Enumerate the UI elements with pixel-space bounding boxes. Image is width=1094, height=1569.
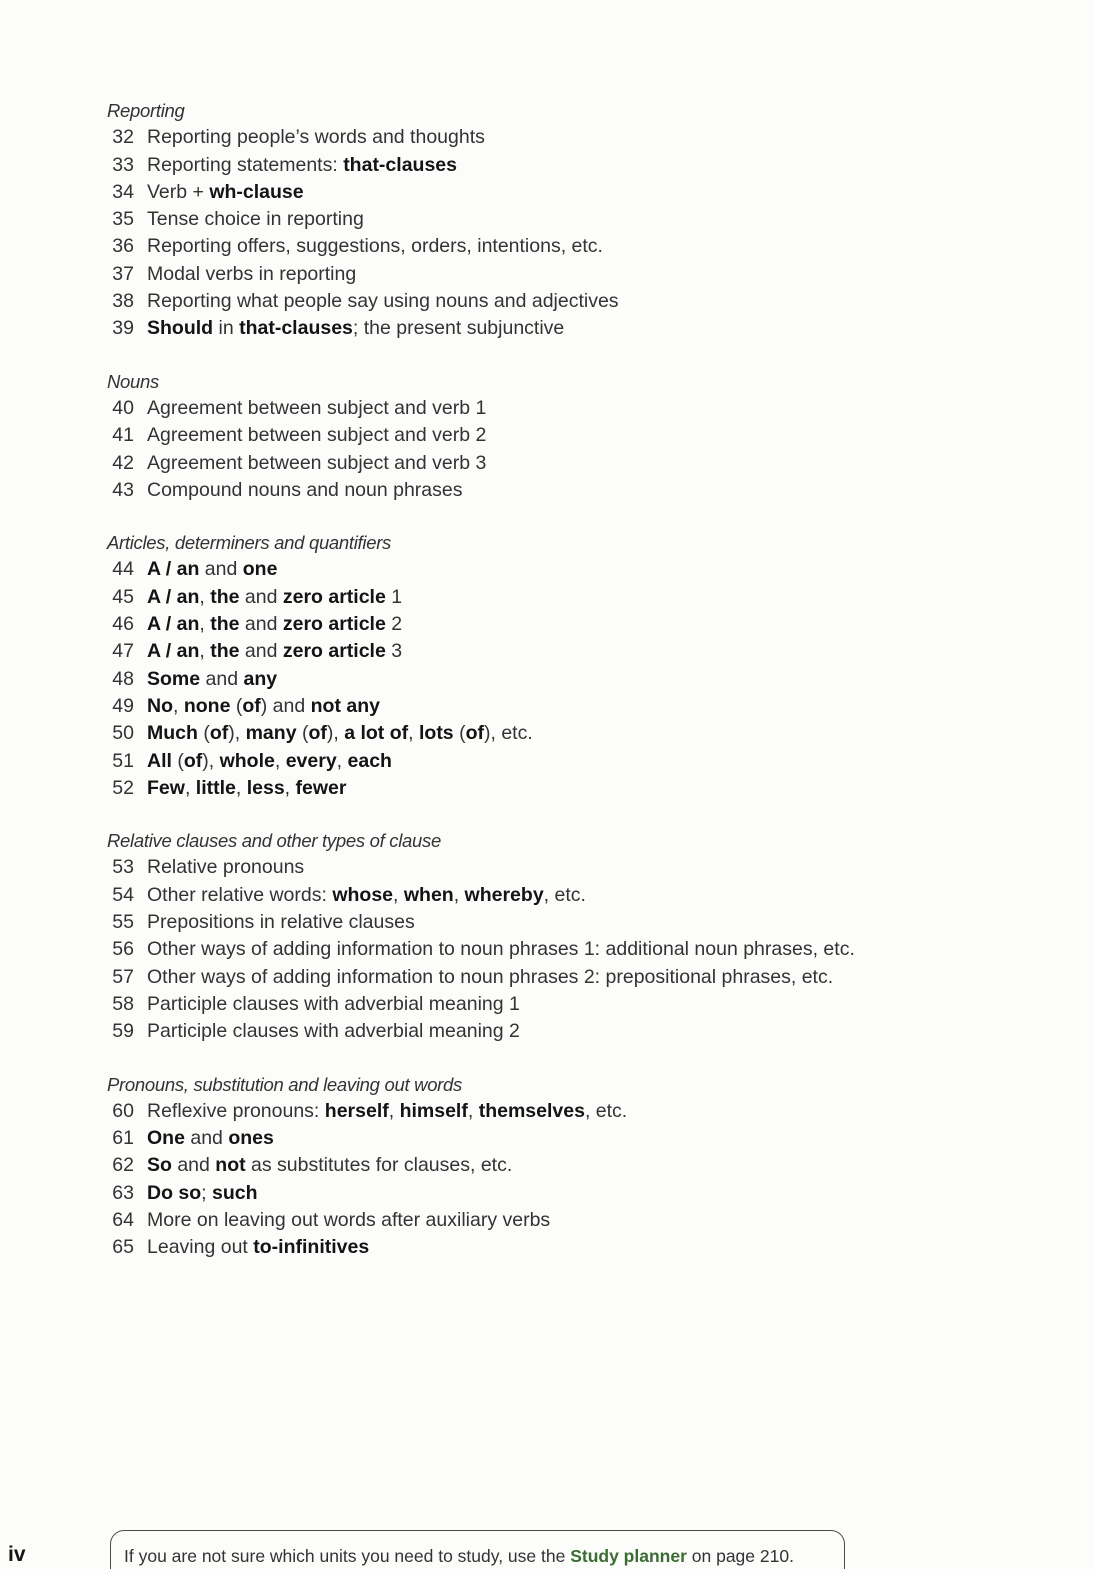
toc-entry bbox=[107, 206, 855, 233]
unit-number: 64 bbox=[112, 1208, 134, 1231]
unit-title-text: , bbox=[453, 883, 465, 906]
toc-section bbox=[107, 97, 855, 343]
unit-title-text: ( bbox=[230, 694, 243, 717]
unit-title bbox=[147, 666, 277, 693]
unit-title-keyword: each bbox=[347, 749, 392, 772]
unit-number: 34 bbox=[112, 180, 134, 203]
unit-title-text: in bbox=[213, 317, 240, 340]
section-heading: Reporting bbox=[107, 100, 185, 121]
toc-entry bbox=[107, 1125, 855, 1152]
unit-title-text: ), bbox=[202, 749, 220, 772]
unit-title-text: and bbox=[184, 1127, 229, 1150]
unit-title bbox=[147, 693, 380, 720]
unit-number: 38 bbox=[112, 290, 134, 313]
unit-title bbox=[147, 909, 415, 936]
unit-title bbox=[147, 775, 346, 802]
note-text: If you are not sure which units you need to study, use the bbox=[124, 1546, 571, 1566]
unit-title-text: , bbox=[199, 613, 211, 636]
unit-title-keyword: Few bbox=[147, 776, 185, 799]
unit-title-text: Modal verbs in reporting bbox=[147, 262, 357, 285]
unit-title-keyword: A / an bbox=[147, 585, 200, 608]
unit-title-text: Leaving out bbox=[147, 1236, 254, 1259]
toc-entry bbox=[107, 556, 855, 583]
unit-title-keyword: zero article bbox=[282, 585, 386, 608]
unit-title-text: and bbox=[239, 585, 283, 608]
unit-title-text: Participle clauses with adverbial meaning 2 bbox=[147, 1020, 520, 1043]
toc-entry bbox=[107, 854, 855, 881]
unit-title-keyword: the bbox=[210, 585, 240, 608]
unit-title-keyword: none bbox=[183, 694, 231, 717]
toc-entry bbox=[107, 1234, 855, 1261]
unit-title bbox=[147, 206, 364, 233]
unit-title-text: More on leaving out words after auxiliary verbs bbox=[147, 1208, 551, 1231]
unit-title bbox=[147, 748, 392, 775]
unit-title-keyword: many bbox=[245, 722, 297, 745]
unit-title bbox=[147, 584, 402, 611]
toc-entry bbox=[107, 288, 855, 315]
unit-title-keyword: any bbox=[243, 667, 278, 690]
unit-number: 50 bbox=[112, 722, 134, 745]
unit-title bbox=[147, 854, 304, 881]
section-heading: Articles, determiners and quantifiers bbox=[107, 532, 392, 554]
unit-title-text: , bbox=[235, 776, 247, 799]
unit-title bbox=[147, 477, 463, 504]
unit-title-keyword: whereby bbox=[464, 883, 544, 906]
unit-title-text: and bbox=[200, 667, 244, 690]
unit-title-text: Participle clauses with adverbial meaning 1 bbox=[147, 992, 520, 1015]
unit-title-text: ( bbox=[453, 722, 466, 745]
unit-number: 48 bbox=[112, 667, 134, 690]
unit-title-text: and bbox=[239, 613, 283, 636]
unit-number: 45 bbox=[112, 585, 134, 608]
toc-entry bbox=[107, 666, 855, 693]
unit-title bbox=[147, 936, 855, 963]
unit-title-keyword: herself bbox=[324, 1099, 389, 1122]
unit-title-text: 1 bbox=[385, 585, 403, 608]
unit-title-text: Relative pronouns bbox=[147, 856, 305, 879]
unit-title-keyword: lots bbox=[418, 722, 454, 745]
unit-title-keyword: zero article bbox=[282, 640, 386, 663]
unit-title bbox=[147, 422, 486, 449]
unit-title bbox=[147, 882, 586, 909]
unit-title-text: Other ways of adding information to noun phrases 2: prepositional phrases, etc. bbox=[147, 965, 834, 988]
unit-title-keyword: a lot of bbox=[344, 722, 409, 745]
unit-title bbox=[147, 152, 457, 179]
toc-section bbox=[107, 529, 855, 802]
unit-number: 52 bbox=[112, 776, 134, 799]
unit-title bbox=[147, 1180, 258, 1207]
unit-title-text: and bbox=[171, 1154, 216, 1177]
unit-title bbox=[147, 991, 520, 1018]
unit-title-keyword: little bbox=[195, 776, 236, 799]
unit-title-keyword: Some bbox=[147, 667, 201, 690]
unit-title-keyword: of bbox=[183, 749, 203, 772]
unit-title-keyword: not bbox=[215, 1154, 246, 1177]
unit-title-text: Reporting people’s words and thoughts bbox=[147, 126, 485, 149]
unit-title-text: , bbox=[184, 776, 196, 799]
section-heading: Pronouns, substitution and leaving out words bbox=[107, 1073, 462, 1095]
toc-entry bbox=[107, 748, 855, 775]
toc-section bbox=[107, 368, 855, 504]
unit-number: 47 bbox=[112, 640, 134, 663]
unit-title-text: Other ways of adding information to noun phrases 1: additional noun phrases, etc. bbox=[147, 938, 855, 961]
unit-title bbox=[147, 179, 304, 206]
unit-title-text: ; the present subjunctive bbox=[352, 317, 565, 340]
unit-title-text: Reporting offers, suggestions, orders, intentions, etc. bbox=[147, 235, 603, 258]
unit-number: 58 bbox=[112, 992, 134, 1015]
toc-entry bbox=[107, 1152, 855, 1179]
unit-number: 40 bbox=[112, 396, 134, 419]
unit-title-text: Other relative words: bbox=[147, 883, 333, 906]
unit-title-keyword: whose bbox=[332, 883, 394, 906]
unit-title bbox=[147, 1125, 274, 1152]
unit-title-text: , bbox=[336, 749, 348, 772]
unit-number: 49 bbox=[112, 694, 134, 717]
unit-number: 42 bbox=[112, 451, 134, 474]
unit-title bbox=[147, 1234, 369, 1261]
toc-entry bbox=[107, 611, 855, 638]
unit-title-text: ( bbox=[171, 749, 184, 772]
unit-title-text: , etc. bbox=[543, 883, 586, 906]
toc-entry bbox=[107, 584, 855, 611]
unit-title-keyword: A / an bbox=[147, 613, 200, 636]
unit-number: 37 bbox=[112, 262, 134, 285]
unit-title-keyword: that-clauses bbox=[343, 153, 457, 176]
unit-title bbox=[147, 288, 619, 315]
unit-title-keyword: whole bbox=[219, 749, 275, 772]
toc-entry bbox=[107, 261, 855, 288]
unit-title-text: ), bbox=[228, 722, 246, 745]
unit-title-text: Verb + bbox=[147, 180, 210, 203]
unit-number: 51 bbox=[112, 749, 134, 772]
toc-entry bbox=[107, 882, 855, 909]
unit-title-keyword: one bbox=[242, 558, 278, 581]
unit-title bbox=[147, 450, 486, 477]
toc-entry bbox=[107, 693, 855, 720]
unit-title-keyword: Should bbox=[147, 317, 214, 340]
unit-number: 41 bbox=[112, 424, 134, 447]
unit-title-text: , bbox=[393, 883, 404, 906]
unit-number: 62 bbox=[112, 1154, 134, 1177]
unit-title-text: ( bbox=[197, 722, 210, 745]
toc-entry bbox=[107, 964, 855, 991]
unit-title-text: 3 bbox=[385, 640, 403, 663]
unit-title-text: ( bbox=[296, 722, 309, 745]
study-planner-link-text: Study planner bbox=[570, 1546, 687, 1566]
unit-title-keyword: zero article bbox=[282, 613, 386, 636]
unit-number: 63 bbox=[112, 1181, 134, 1204]
unit-title-keyword: of bbox=[465, 722, 484, 745]
toc-entry bbox=[107, 395, 855, 422]
unit-title-text: ) and bbox=[260, 694, 311, 717]
unit-title bbox=[147, 124, 485, 151]
unit-title-text: as substitutes for clauses, etc. bbox=[245, 1154, 513, 1177]
unit-title bbox=[147, 395, 486, 422]
unit-number: 53 bbox=[112, 856, 134, 879]
unit-number: 60 bbox=[112, 1099, 134, 1122]
unit-number: 46 bbox=[112, 613, 134, 636]
unit-number: 57 bbox=[112, 965, 134, 988]
unit-title-keyword: All bbox=[147, 749, 172, 772]
page-number: iv bbox=[8, 1543, 26, 1566]
unit-title-keyword: every bbox=[285, 749, 337, 772]
unit-title-text: ), bbox=[326, 722, 345, 745]
unit-title-text: , bbox=[199, 585, 211, 608]
unit-number: 32 bbox=[112, 126, 134, 149]
toc-entry bbox=[107, 1098, 855, 1125]
unit-title-text: , bbox=[467, 1099, 479, 1122]
unit-title bbox=[147, 1207, 550, 1234]
unit-number: 39 bbox=[112, 317, 134, 340]
unit-title-keyword: fewer bbox=[295, 776, 347, 799]
unit-title-text: Agreement between subject and verb 2 bbox=[147, 424, 487, 447]
unit-number: 54 bbox=[112, 883, 134, 906]
unit-number: 44 bbox=[112, 558, 134, 581]
unit-number: 65 bbox=[112, 1236, 134, 1259]
unit-title-text: Prepositions in relative clauses bbox=[147, 911, 415, 934]
unit-title bbox=[147, 556, 277, 583]
unit-title-text: Agreement between subject and verb 3 bbox=[147, 451, 487, 474]
unit-title-keyword: the bbox=[210, 613, 240, 636]
unit-title-keyword: A / an bbox=[147, 640, 200, 663]
unit-title-keyword: of bbox=[308, 722, 327, 745]
unit-title-keyword: less bbox=[246, 776, 285, 799]
unit-number: 61 bbox=[112, 1127, 134, 1150]
toc-entry bbox=[107, 124, 855, 151]
section-heading: Nouns bbox=[107, 370, 159, 392]
unit-title-text: , bbox=[199, 640, 211, 663]
unit-title-text: Reporting what people say using nouns and adjectives bbox=[147, 290, 619, 313]
unit-title-text: and bbox=[199, 558, 243, 581]
unit-title-keyword: ones bbox=[228, 1127, 274, 1150]
unit-title-keyword: that-clauses bbox=[239, 317, 353, 340]
unit-title-text: Compound nouns and noun phrases bbox=[147, 478, 463, 501]
unit-title-keyword: Do so bbox=[147, 1181, 202, 1204]
unit-title bbox=[147, 1098, 627, 1125]
table-of-contents bbox=[107, 97, 855, 1262]
unit-title-text: Tense choice in reporting bbox=[147, 208, 364, 231]
unit-title-text: and bbox=[239, 640, 283, 663]
unit-title-keyword: wh-clause bbox=[209, 180, 304, 203]
toc-entry bbox=[107, 638, 855, 665]
unit-title-text: , bbox=[408, 722, 419, 745]
unit-title-text: ), etc. bbox=[483, 722, 533, 745]
unit-title-keyword: to-infinitives bbox=[253, 1236, 370, 1259]
toc-section bbox=[107, 827, 855, 1045]
unit-title-keyword: not any bbox=[310, 694, 380, 717]
toc-entry bbox=[107, 450, 855, 477]
unit-title-text: , bbox=[284, 776, 296, 799]
unit-title bbox=[147, 261, 356, 288]
toc-entry bbox=[107, 991, 855, 1018]
unit-title-keyword: So bbox=[147, 1154, 172, 1177]
unit-title-keyword: No bbox=[147, 694, 173, 717]
unit-title bbox=[147, 720, 533, 747]
toc-entry bbox=[107, 775, 855, 802]
study-planner-note-box bbox=[110, 1530, 845, 1569]
unit-number: 35 bbox=[112, 208, 134, 231]
unit-title bbox=[147, 233, 603, 260]
unit-title bbox=[147, 315, 564, 342]
toc-entry bbox=[107, 909, 855, 936]
unit-title-text: , bbox=[274, 749, 286, 772]
unit-number: 59 bbox=[112, 1020, 134, 1043]
unit-title-text: 2 bbox=[385, 613, 403, 636]
unit-number: 55 bbox=[112, 911, 134, 934]
unit-title bbox=[147, 964, 833, 991]
unit-title bbox=[147, 611, 402, 638]
toc-entry bbox=[107, 1207, 855, 1234]
section-heading: Relative clauses and other types of clause bbox=[107, 830, 441, 852]
unit-title bbox=[147, 1152, 512, 1179]
unit-title-text: , bbox=[173, 694, 184, 717]
unit-title-keyword: themselves bbox=[478, 1099, 585, 1122]
unit-number: 36 bbox=[112, 235, 134, 258]
unit-title-keyword: himself bbox=[399, 1099, 468, 1122]
unit-title-keyword: of bbox=[209, 722, 229, 745]
unit-title-keyword: A / an bbox=[147, 558, 200, 581]
unit-title-text: ; bbox=[201, 1181, 213, 1204]
unit-title-text: , etc. bbox=[584, 1099, 628, 1122]
toc-entry bbox=[107, 315, 855, 342]
unit-number: 56 bbox=[112, 938, 134, 961]
unit-title-keyword: Much bbox=[147, 722, 198, 745]
unit-title-keyword: when bbox=[403, 883, 454, 906]
toc-entry bbox=[107, 179, 855, 206]
toc-entry bbox=[107, 720, 855, 747]
toc-entry bbox=[107, 936, 855, 963]
toc-entry bbox=[107, 1180, 855, 1207]
unit-title bbox=[147, 1018, 520, 1045]
unit-title-text: , bbox=[388, 1099, 400, 1122]
note-text: on page 210. bbox=[686, 1546, 794, 1566]
toc-entry bbox=[107, 422, 855, 449]
unit-title-keyword: the bbox=[210, 640, 240, 663]
unit-title bbox=[147, 638, 402, 665]
toc-entry bbox=[107, 1018, 855, 1045]
toc-entry bbox=[107, 477, 855, 504]
unit-number: 43 bbox=[112, 478, 134, 501]
unit-title-text: Reflexive pronouns: bbox=[147, 1099, 325, 1122]
unit-title-keyword: of bbox=[242, 694, 261, 717]
toc-entry bbox=[107, 152, 855, 179]
toc-entry bbox=[107, 233, 855, 260]
study-planner-note bbox=[124, 1543, 794, 1569]
unit-title-text: Reporting statements: bbox=[147, 153, 344, 176]
unit-number: 33 bbox=[112, 153, 134, 176]
unit-title-text: Agreement between subject and verb 1 bbox=[147, 396, 487, 419]
toc-section bbox=[107, 1071, 855, 1262]
unit-title-keyword: One bbox=[147, 1127, 185, 1150]
unit-title-keyword: such bbox=[212, 1181, 258, 1204]
